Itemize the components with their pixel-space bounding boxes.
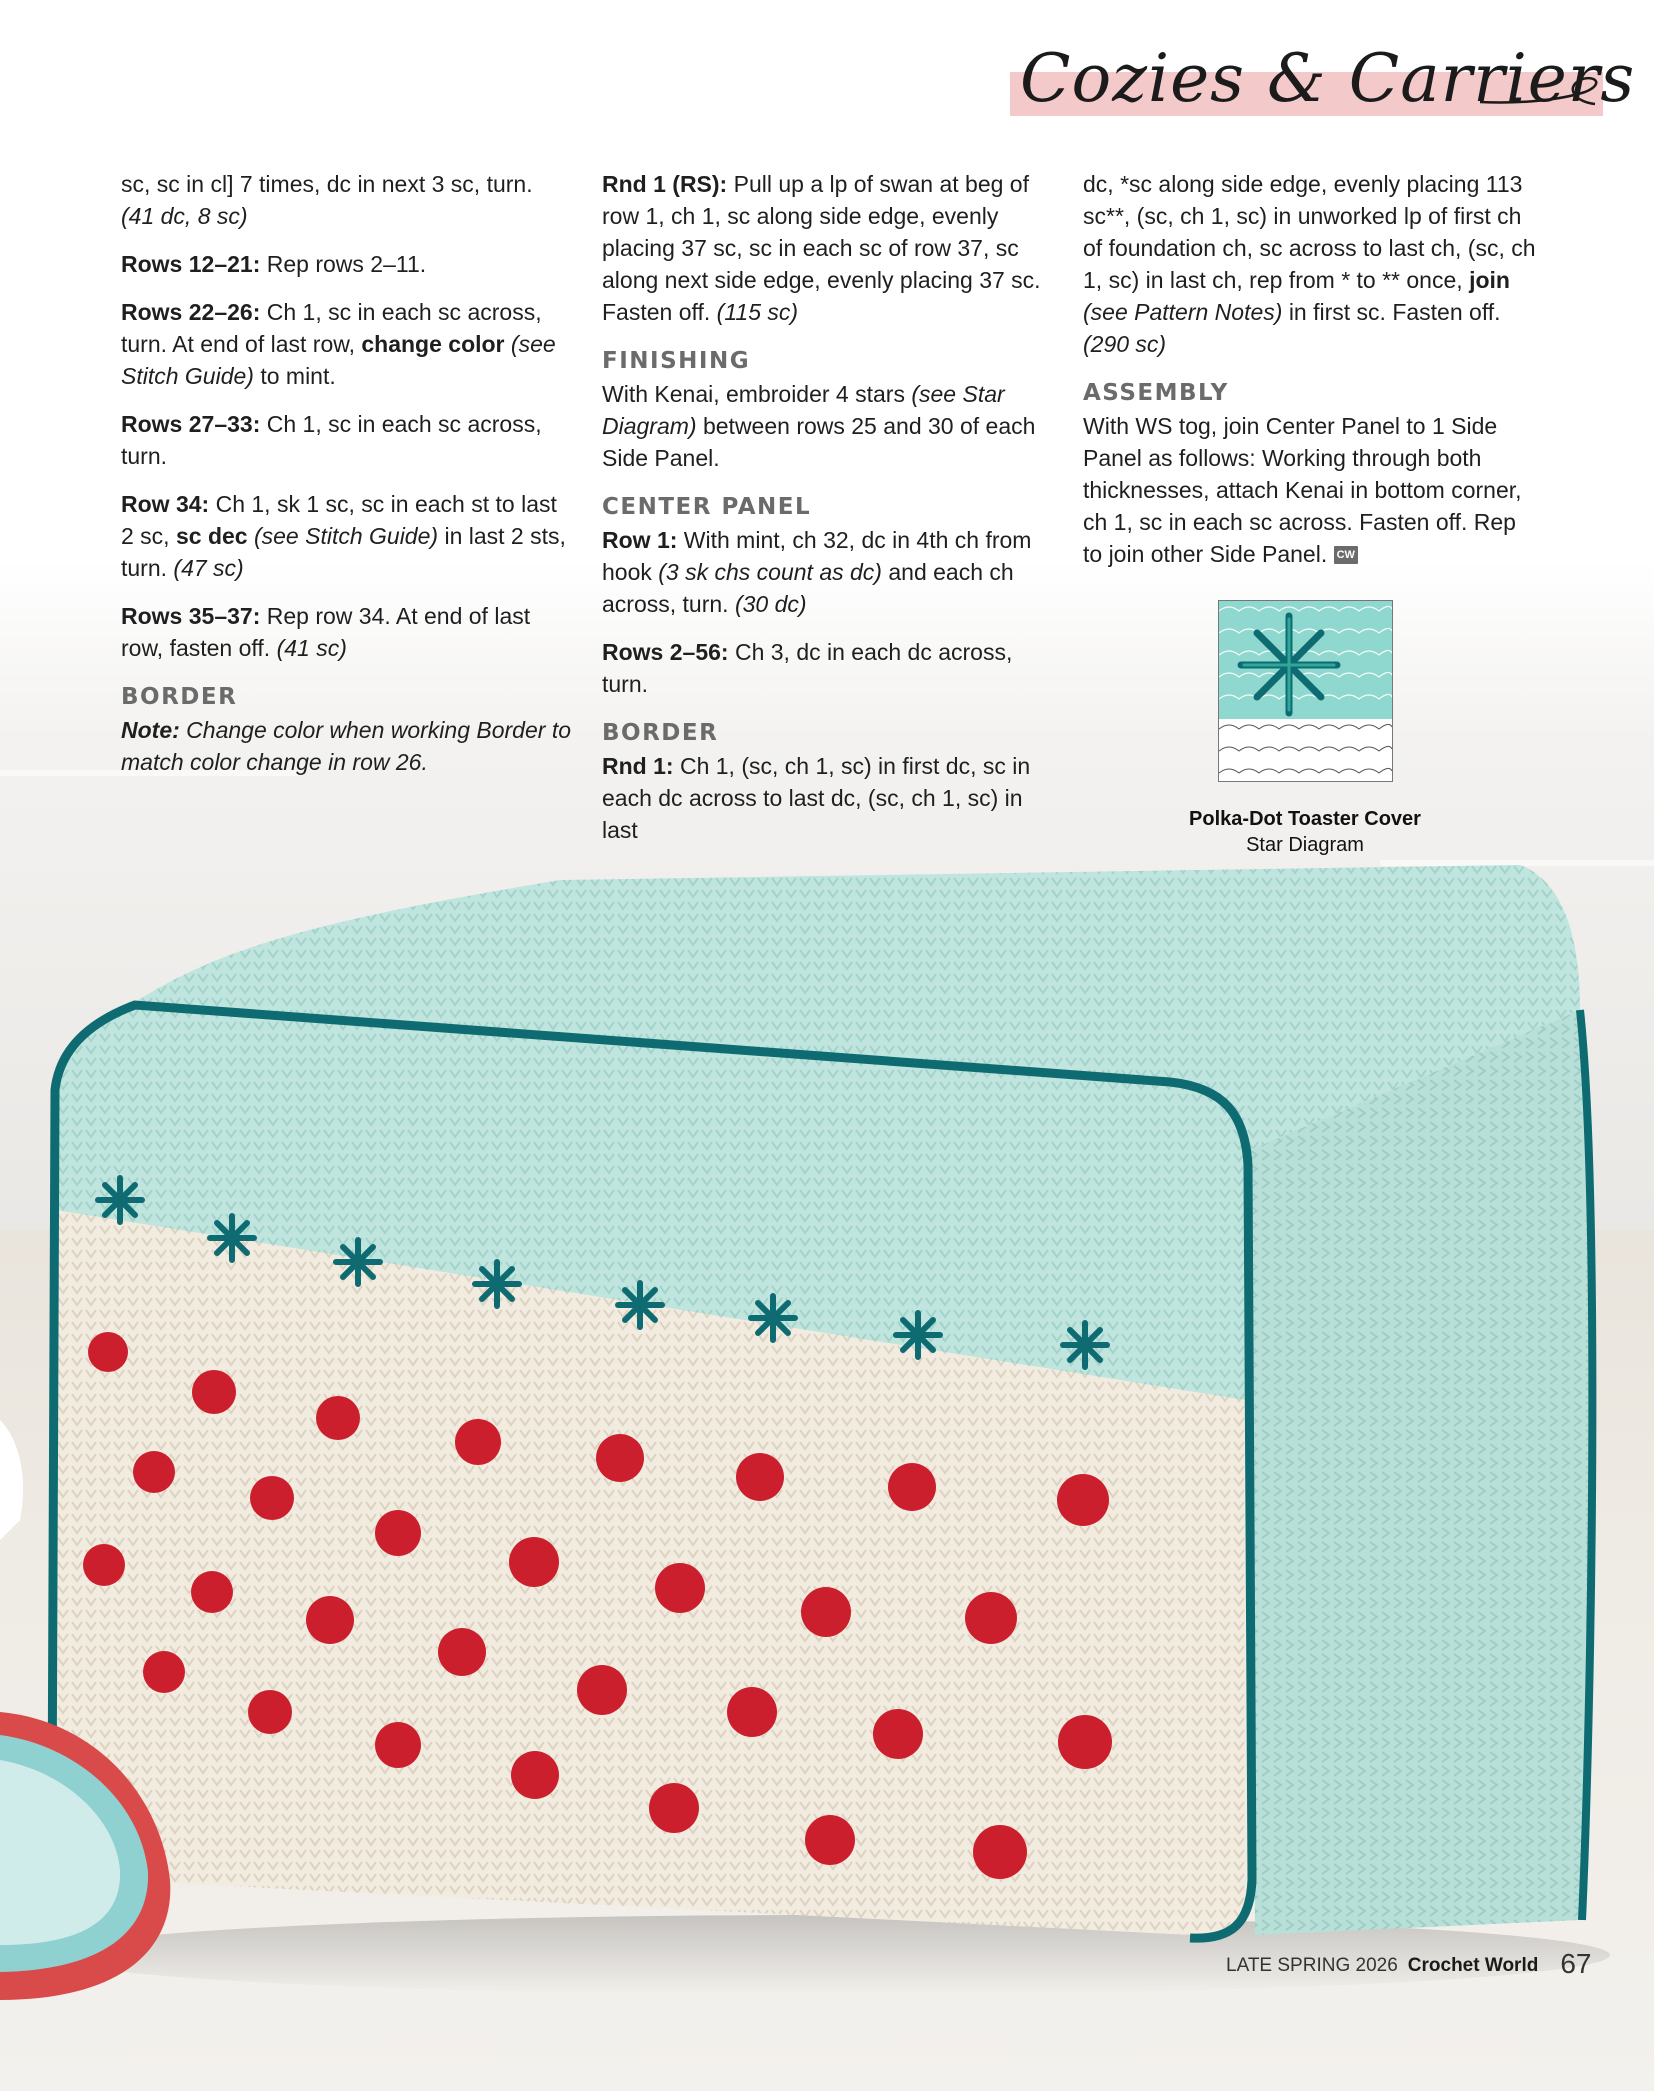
stitch-count: (30 dc) bbox=[734, 591, 807, 617]
row-label: Row 1: bbox=[602, 527, 678, 553]
star-diagram bbox=[1218, 600, 1393, 782]
star-diagram-caption bbox=[1150, 806, 1460, 858]
row-label: Rows 22–26: bbox=[121, 299, 261, 325]
row-label: Rows 12–21: bbox=[121, 251, 261, 277]
stitch-count: (41 sc) bbox=[276, 635, 347, 661]
paragraph-rnd-1-rs bbox=[602, 168, 1054, 328]
paragraph-finishing bbox=[602, 378, 1054, 474]
assembly-heading: ASSEMBLY bbox=[1083, 380, 1229, 406]
page-footer bbox=[1226, 1948, 1591, 1980]
row-text: With Kenai, embroider 4 stars bbox=[602, 381, 905, 407]
row-text: Rep row 34. At end of last row, fasten off. bbox=[121, 603, 531, 661]
border-note bbox=[121, 714, 571, 778]
magazine-name: Crochet World bbox=[1407, 1955, 1539, 1976]
paragraph-rows-22-26 bbox=[121, 296, 571, 392]
stitch-count: (115 sc) bbox=[716, 299, 799, 325]
paragraph-border-rnd-1 bbox=[602, 750, 1054, 846]
row-text: sc, sc in cl] 7 times, dc in next 3 sc, turn. bbox=[121, 171, 533, 197]
reference-note: (see Pattern Notes) bbox=[1083, 299, 1283, 325]
section-title: Cozies & Carriers bbox=[1020, 40, 1636, 117]
cover-side-panel bbox=[1250, 1010, 1592, 1935]
row-text: and each ch across, turn. bbox=[602, 559, 1014, 617]
note-text: Change color when working Border to match color change in row 26. bbox=[121, 717, 571, 775]
reference-note: (3 sk chs count as dc) bbox=[658, 559, 882, 585]
reference-note: (see Stitch Guide) bbox=[121, 331, 556, 389]
border-heading: BORDER bbox=[121, 684, 238, 710]
row-label: Rows 27–33: bbox=[121, 411, 261, 437]
reference-note: (see Star Diagram) bbox=[602, 381, 1005, 439]
row-label: Rnd 1: bbox=[602, 753, 674, 779]
row-text: Ch 1, (sc, ch 1, sc) in first dc, sc in each dc across to last dc, (sc, ch 1, sc) in last bbox=[602, 753, 1031, 843]
stitch-count: (47 sc) bbox=[173, 555, 244, 581]
border-heading: BORDER bbox=[602, 720, 719, 746]
reference-note: (see Stitch Guide) bbox=[253, 523, 439, 549]
paragraph-center-row-1 bbox=[602, 524, 1054, 620]
stitch-term: sc dec bbox=[175, 523, 248, 549]
row-text: Ch 1, sc in each sc across, turn. At end of last row, bbox=[121, 299, 542, 357]
paragraph-row-34 bbox=[121, 488, 571, 584]
row-text: Ch 1, sk 1 sc, sc in each st to last 2 sc, bbox=[121, 491, 557, 549]
row-text: dc, *sc along side edge, evenly placing 113 sc**, (sc, ch 1, sc) in unworked lp of first ch of foundation ch, sc across to last ch, (sc, ch 1, sc) in last ch, rep from * to ** once, bbox=[1083, 171, 1536, 293]
row-text: With WS tog, join Center Panel to 1 Side Panel as follows: Working through both thicknesses, attach Kenai in bottom corner, ch 1, sc in each sc across. Fasten off. Rep to join other Side Panel. bbox=[1083, 413, 1522, 567]
stitch-term: join bbox=[1469, 267, 1510, 293]
star-diagram-image bbox=[1219, 601, 1392, 781]
issue-label: LATE SPRING 2026 bbox=[1226, 1955, 1398, 1976]
page-number: 67 bbox=[1560, 1948, 1592, 1979]
row-label: Rows 2–56: bbox=[602, 639, 729, 665]
stitch-count: (290 sc) bbox=[1083, 331, 1167, 357]
paragraph-assembly bbox=[1083, 410, 1538, 570]
title-swirl-flourish bbox=[1480, 72, 1610, 122]
row-text: in first sc. Fasten off. bbox=[1288, 299, 1501, 325]
paragraph-row-11-end bbox=[121, 168, 571, 232]
center-panel-heading: CENTER PANEL bbox=[602, 494, 812, 520]
row-text: Ch 1, sc in each sc across, turn. bbox=[121, 411, 542, 469]
diagram-subtitle: Star Diagram bbox=[1246, 834, 1364, 856]
finishing-heading: FINISHING bbox=[602, 348, 751, 374]
end-mark-badge: CW bbox=[1334, 546, 1358, 564]
paragraph-center-rows-2-56 bbox=[602, 636, 1054, 700]
note-label: Note: bbox=[121, 717, 180, 743]
instructions-column-1 bbox=[121, 168, 571, 794]
paragraph-rows-12-21 bbox=[121, 248, 571, 280]
stitch-term: change color bbox=[361, 331, 505, 357]
instructions-column-3 bbox=[1083, 168, 1538, 586]
row-label: Row 34: bbox=[121, 491, 210, 517]
row-text: Ch 3, dc in each dc across, turn. bbox=[602, 639, 1013, 697]
row-text: to mint. bbox=[260, 363, 336, 389]
row-text: in last 2 sts, turn. bbox=[121, 523, 566, 581]
stitch-count: (41 dc, 8 sc) bbox=[121, 203, 248, 229]
instructions-column-2 bbox=[602, 168, 1054, 862]
row-text: Rep rows 2–11. bbox=[266, 251, 427, 277]
row-label: Rows 35–37: bbox=[121, 603, 261, 629]
paragraph-rows-35-37 bbox=[121, 600, 571, 664]
diagram-title: Polka-Dot Toaster Cover bbox=[1189, 808, 1421, 830]
paragraph-border-continued bbox=[1083, 168, 1538, 360]
paragraph-rows-27-33 bbox=[121, 408, 571, 472]
row-text: With mint, ch 32, dc in 4th ch from hook bbox=[602, 527, 1032, 585]
row-label: Rnd 1 (RS): bbox=[602, 171, 728, 197]
row-text: between rows 25 and 30 of each Side Panel. bbox=[602, 413, 1036, 471]
row-text: Pull up a lp of swan at beg of row 1, ch 1, sc along side edge, evenly placing 37 sc, sc in each sc of row 37, sc along next side edge, evenly placing 37 sc. Fasten off. bbox=[602, 171, 1041, 325]
